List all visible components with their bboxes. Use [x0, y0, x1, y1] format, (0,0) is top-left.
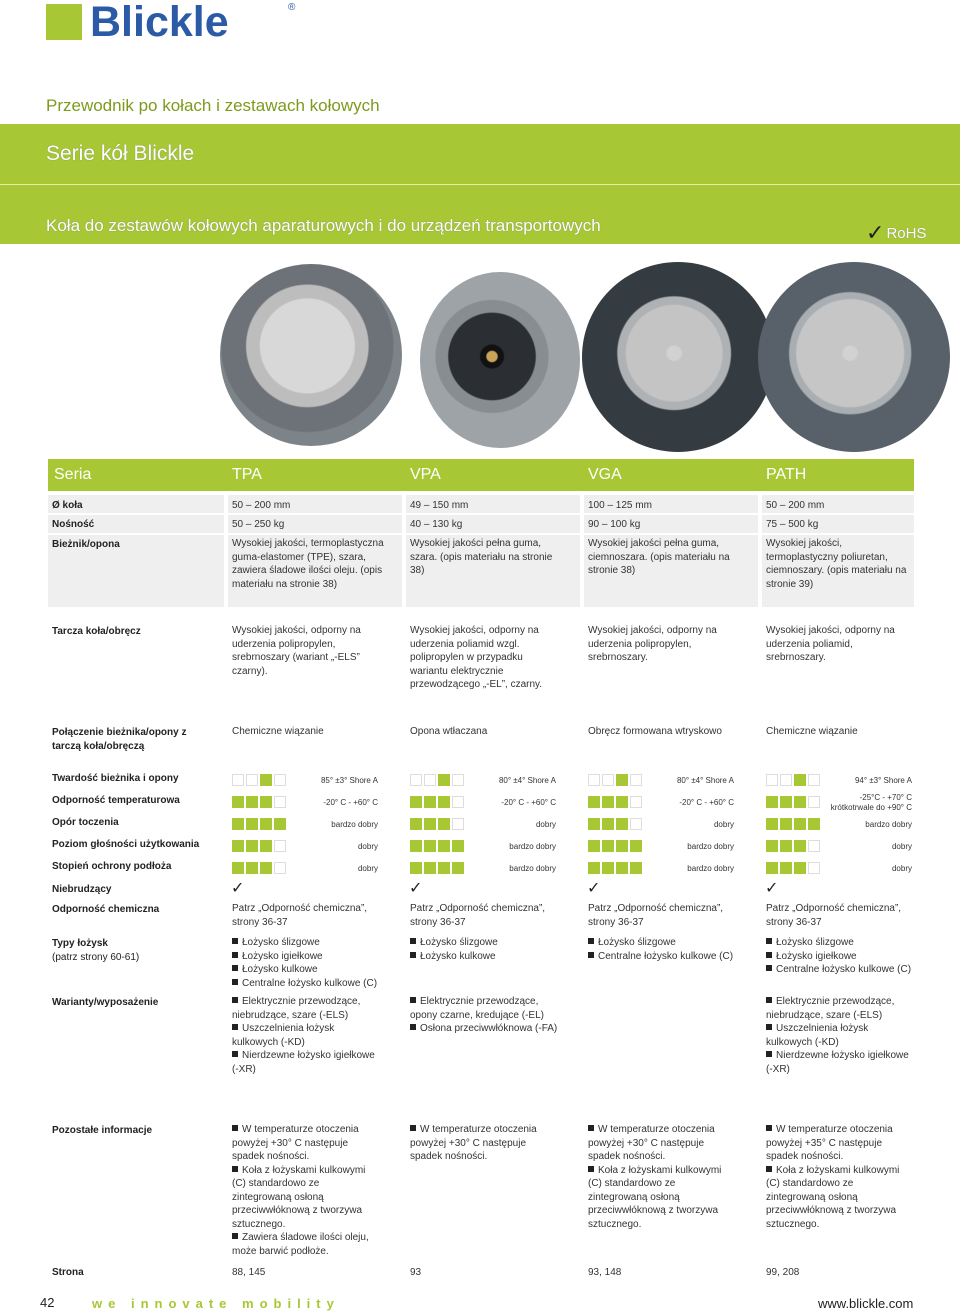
list-item: Elektrycznie przewodzące, niebrudzące, szare (-ELS)	[232, 995, 382, 1022]
rating-square	[616, 818, 628, 830]
rating-square	[424, 774, 436, 786]
noise-vga: bardzo dobry	[687, 842, 734, 851]
tread-vga: Wysokiej jakości pełna guma, ciemnoszara. (opis materiału na stronie 38)	[588, 538, 730, 576]
rating-square	[232, 796, 244, 808]
banner-divider	[0, 184, 960, 185]
rating-square	[274, 818, 286, 830]
rating-square	[452, 818, 464, 830]
rating-square	[274, 796, 286, 808]
row-label-rim: Tarcza koła/obręcz	[52, 626, 141, 637]
row-label-bond: Połączenie bieżnika/opony z tarczą koła/obręczą	[52, 727, 187, 752]
chemical-path: Patrz „Odporność chemiczna”, strony 36-37	[766, 903, 902, 928]
rating-square	[808, 818, 820, 830]
list-item: Koła z łożyskami kulkowymi (C) standardowo ze zintegrowaną osłoną przeciwwłóknową z tworzywa sztucznego.	[588, 1164, 728, 1232]
rating-square	[766, 796, 778, 808]
row-label-tread: Bieżnik/opona	[52, 539, 120, 550]
rohs-badge	[866, 218, 926, 244]
row-label-temperature: Odporność temperaturowa	[52, 795, 180, 806]
check-icon: ✓	[231, 880, 245, 897]
rating-square	[438, 796, 450, 808]
list-item: W temperaturze otoczenia powyżej +30° C następuje spadek nośności.	[588, 1123, 728, 1164]
row-label-noise: Poziom głośności użytkowania	[52, 839, 200, 850]
temperature-vpa: -20° C - +60° C	[501, 798, 556, 807]
rating-square	[452, 774, 464, 786]
rating-square	[274, 862, 286, 874]
list-item: Nierdzewne łożysko igiełkowe (-XR)	[766, 1049, 914, 1076]
rating-square	[246, 774, 258, 786]
rating-square	[808, 862, 820, 874]
rating-square	[438, 862, 450, 874]
rating-square	[232, 862, 244, 874]
temperature-tpa: -20° C - +60° C	[323, 798, 378, 807]
other-path	[766, 1123, 906, 1231]
row-label-other: Pozostałe informacje	[52, 1125, 153, 1136]
rating-square	[766, 862, 778, 874]
row-label-chemical: Odporność chemiczna	[52, 904, 160, 915]
bond-path: Chemiczne wiązanie	[766, 726, 858, 737]
rating-square	[438, 774, 450, 786]
row-label-bearings	[52, 937, 139, 964]
other-vga	[588, 1123, 728, 1231]
hardness-vga: 80° ±4° Shore A	[676, 776, 734, 785]
series-label: Seria	[54, 466, 92, 483]
load-vga: 90 – 100 kg	[588, 519, 641, 530]
blickle-logo	[46, 0, 296, 46]
rating-square	[794, 862, 806, 874]
row-label-diameter: Ø koła	[52, 500, 83, 511]
row-label-load: Nośność	[52, 519, 95, 530]
rating-square	[602, 840, 614, 852]
variants-path	[766, 995, 914, 1076]
variants-vpa	[410, 995, 560, 1036]
list-item: Łożysko ślizgowe	[232, 936, 377, 950]
page-tpa: 88, 145	[232, 1267, 266, 1278]
rating-square	[780, 818, 792, 830]
rating-square	[260, 774, 272, 786]
rating-square	[588, 840, 600, 852]
page-number: 42	[40, 1295, 55, 1310]
chemical-vpa: Patrz „Odporność chemiczna”, strony 36-37	[410, 903, 546, 928]
variants-tpa	[232, 995, 382, 1076]
rating-square	[630, 774, 642, 786]
list-item: Zawiera śladowe ilości oleju, może barwić podłoże.	[232, 1231, 372, 1258]
rating-square	[274, 840, 286, 852]
rating-square	[808, 840, 820, 852]
list-item: Uszczelnienia łożysk kulkowych (-KD)	[766, 1022, 914, 1049]
rolling-path: bardzo dobry	[865, 820, 912, 829]
rating-square	[630, 796, 642, 808]
temperature-vga: -20° C - +60° C	[679, 798, 734, 807]
diameter-path: 50 – 200 mm	[766, 500, 825, 511]
rating-square	[630, 840, 642, 852]
rating-square	[424, 840, 436, 852]
rating-square	[616, 796, 628, 808]
rating-square	[616, 840, 628, 852]
protection-vga: bardzo dobry	[687, 864, 734, 873]
rating-square	[438, 840, 450, 852]
list-item: Centralne łożysko kulkowe (C)	[766, 963, 911, 977]
check-icon: ✓	[866, 220, 885, 245]
noise-tpa: dobry	[357, 842, 378, 851]
rating-square	[232, 774, 244, 786]
series-vga: VGA	[588, 466, 622, 483]
registered-mark: ®	[288, 2, 296, 13]
load-tpa: 50 – 250 kg	[232, 519, 285, 530]
rating-square	[602, 796, 614, 808]
rating-square	[438, 818, 450, 830]
row-label-variants: Warianty/wyposażenie	[52, 997, 159, 1008]
rating-square	[410, 840, 422, 852]
list-item: Łożysko kulkowe	[232, 963, 377, 977]
series-tpa: TPA	[232, 466, 262, 483]
list-item: W temperaturze otoczenia powyżej +30° C następuje spadek nośności.	[410, 1123, 550, 1164]
rating-square	[588, 818, 600, 830]
bearings-sublabel: (patrz strony 60-61)	[52, 951, 140, 963]
list-item: Koła z łożyskami kulkowymi (C) standardowo ze zintegrowaną osłoną przeciwwłóknową z tworzywa sztucznego.	[232, 1164, 372, 1232]
other-tpa	[232, 1123, 372, 1258]
rating-square	[808, 774, 820, 786]
list-item: Łożysko ślizgowe	[410, 936, 498, 950]
rating-square	[766, 774, 778, 786]
rating-square	[616, 862, 628, 874]
list-item: Łożysko ślizgowe	[766, 936, 911, 950]
row-label-nonmarking: Niebrudzący	[52, 884, 112, 895]
list-item: Uszczelnienia łożysk kulkowych (-KD)	[232, 1022, 382, 1049]
tread-tpa: Wysokiej jakości, termoplastyczna guma-elastomer (TPE), szara, zawiera śladowe ilości oleju. (opis materiału na stronie 38)	[232, 538, 384, 590]
noise-vpa: bardzo dobry	[509, 842, 556, 851]
rating-square	[588, 796, 600, 808]
check-icon: ✓	[587, 880, 601, 897]
rating-square	[260, 818, 272, 830]
rating-square	[630, 862, 642, 874]
hardness-tpa: 85° ±3° Shore A	[320, 776, 378, 785]
rating-square	[424, 796, 436, 808]
page-vga: 93, 148	[588, 1267, 622, 1278]
rim-tpa: Wysokiej jakości, odporny na uderzenia polipropylen, srebrnoszary (wariant „-ELS” czarny).	[232, 625, 361, 677]
rating-square	[588, 862, 600, 874]
logo-square-icon	[46, 4, 82, 40]
rohs-label: RoHS	[886, 225, 927, 242]
rating-square	[766, 840, 778, 852]
footer-motto: we innovate mobility	[92, 1296, 340, 1311]
rating-square	[794, 818, 806, 830]
rolling-tpa: bardzo dobry	[331, 820, 378, 829]
list-item: Nierdzewne łożysko igiełkowe (-XR)	[232, 1049, 382, 1076]
rating-square	[602, 862, 614, 874]
chemical-vga: Patrz „Odporność chemiczna”, strony 36-37	[588, 903, 724, 928]
bearings-tpa	[232, 936, 377, 990]
rating-square	[232, 840, 244, 852]
hardness-path: 94° ±3° Shore A	[854, 776, 912, 785]
series-vpa: VPA	[410, 466, 441, 483]
rating-square	[588, 774, 600, 786]
bearings-vpa	[410, 936, 498, 963]
bond-vpa: Opona wtłaczana	[410, 726, 488, 737]
rating-square	[780, 774, 792, 786]
list-item: Centralne łożysko kulkowe (C)	[232, 977, 377, 991]
rating-square	[410, 774, 422, 786]
row-label-page: Strona	[52, 1267, 84, 1278]
rating-square	[246, 862, 258, 874]
rating-square	[602, 818, 614, 830]
bearings-label: Typy łożysk	[52, 938, 108, 949]
page-path: 99, 208	[766, 1267, 800, 1278]
protection-path: dobry	[891, 864, 912, 873]
rolling-vpa: dobry	[535, 820, 556, 829]
other-vpa	[410, 1123, 550, 1164]
check-icon: ✓	[409, 880, 423, 897]
page-vpa: 93	[410, 1267, 422, 1278]
logo-text: Blickle	[90, 0, 229, 46]
rating-square	[616, 774, 628, 786]
rating-square	[246, 818, 258, 830]
series-title: Serie kół Blickle	[46, 142, 195, 165]
row-label-protection: Stopień ochrony podłoża	[52, 861, 172, 872]
protection-vpa: bardzo dobry	[509, 864, 556, 873]
rating-square	[780, 796, 792, 808]
chemical-tpa: Patrz „Odporność chemiczna”, strony 36-37	[232, 903, 368, 928]
rating-square	[274, 774, 286, 786]
list-item: Centralne łożysko kulkowe (C)	[588, 950, 733, 964]
row-label-rolling: Opór toczenia	[52, 817, 119, 828]
bond-vga: Obręcz formowana wtryskowo	[588, 726, 722, 737]
rating-square	[424, 862, 436, 874]
series-header-row	[48, 459, 914, 491]
load-vpa: 40 – 130 kg	[410, 519, 463, 530]
temperature-path-extra: krótkotrwale do +90° C	[830, 803, 912, 812]
rating-square	[630, 818, 642, 830]
load-path: 75 – 500 kg	[766, 519, 819, 530]
rating-square	[452, 862, 464, 874]
rating-square	[602, 774, 614, 786]
bearings-vga	[588, 936, 733, 963]
diameter-tpa: 50 – 200 mm	[232, 500, 291, 511]
rating-square	[794, 840, 806, 852]
tread-path: Wysokiej jakości, termoplastyczny poliuretan, ciemnoszary. (opis materiału na stronie 39)	[766, 538, 907, 590]
list-item: Łożysko igiełkowe	[766, 950, 911, 964]
tread-vpa: Wysokiej jakości pełna guma, szara. (opis materiału na stronie 38)	[410, 538, 553, 576]
row-label-hardness: Twardość bieżnika i opony	[52, 773, 179, 784]
rim-vpa: Wysokiej jakości, odporny na uderzenia poliamid wzgl. polipropylen w przypadku wariantu elektrycznie przewodzącego „-EL”, czarny.	[410, 625, 543, 690]
temperature-path: -25°C - +70° C	[859, 793, 912, 802]
list-item: Osłona przeciwwłóknowa (-FA)	[410, 1022, 560, 1036]
rating-square	[780, 862, 792, 874]
hardness-vpa: 80° ±4° Shore A	[498, 776, 556, 785]
rating-square	[794, 774, 806, 786]
footer-url[interactable]: www.blickle.com	[818, 1296, 914, 1311]
rating-square	[232, 818, 244, 830]
diameter-vga: 100 – 125 mm	[588, 500, 652, 511]
list-item: Łożysko igiełkowe	[232, 950, 377, 964]
bond-tpa: Chemiczne wiązanie	[232, 726, 324, 737]
noise-path: dobry	[891, 842, 912, 851]
rating-square	[410, 818, 422, 830]
rating-square	[260, 840, 272, 852]
check-icon: ✓	[765, 880, 779, 897]
rating-square	[410, 796, 422, 808]
rating-square	[410, 862, 422, 874]
list-item: Elektrycznie przewodzące, opony czarne, kredujące (-EL)	[410, 995, 560, 1022]
list-item: Koła z łożyskami kulkowymi (C) standardowo ze zintegrowaną osłoną przeciwwłóknową z tworzywa sztucznego.	[766, 1164, 906, 1232]
list-item: Łożysko kulkowe	[410, 950, 498, 964]
rim-path: Wysokiej jakości, odporny na uderzenia poliamid, srebrnoszary.	[766, 625, 895, 663]
rim-vga: Wysokiej jakości, odporny na uderzenia polipropylen, srebrnoszary.	[588, 625, 717, 663]
rating-square	[246, 840, 258, 852]
series-path: PATH	[766, 466, 807, 483]
rating-square	[452, 840, 464, 852]
diameter-vpa: 49 – 150 mm	[410, 500, 469, 511]
list-item: W temperaturze otoczenia powyżej +35° C następuje spadek nośności.	[766, 1123, 906, 1164]
list-item: Łożysko ślizgowe	[588, 936, 733, 950]
bearings-path	[766, 936, 911, 977]
protection-tpa: dobry	[357, 864, 378, 873]
rating-square	[424, 818, 436, 830]
rating-square	[766, 818, 778, 830]
rolling-vga: dobry	[713, 820, 734, 829]
list-item: W temperaturze otoczenia powyżej +30° C następuje spadek nośności.	[232, 1123, 372, 1164]
rating-square	[780, 840, 792, 852]
list-item: Elektrycznie przewodzące, niebrudzące, szare (-ELS)	[766, 995, 914, 1022]
rating-square	[260, 796, 272, 808]
guide-title: Przewodnik po kołach i zestawach kołowych	[46, 96, 380, 115]
rating-square	[260, 862, 272, 874]
rating-square	[246, 796, 258, 808]
subtitle: Koła do zestawów kołowych aparaturowych i do urządzeń transportowych	[46, 216, 601, 235]
rating-square	[452, 796, 464, 808]
